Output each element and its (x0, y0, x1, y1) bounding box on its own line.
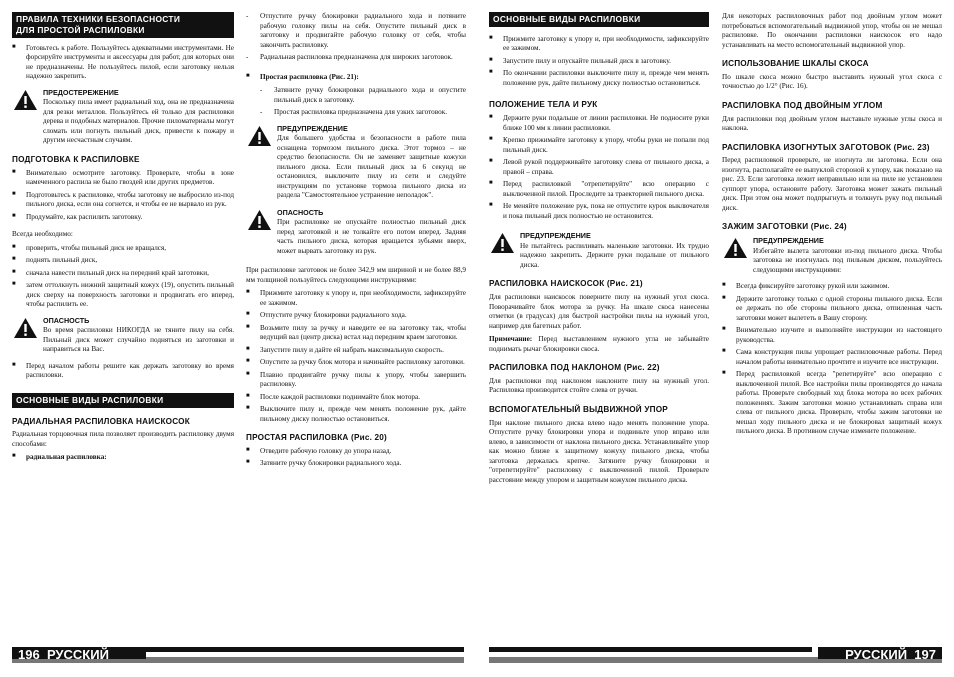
intro-list (12, 44, 234, 82)
list-item: - Простая распиловка предназначена для узких заготовок. (260, 108, 466, 118)
limits-list (246, 289, 466, 424)
list-item: ■ Опустите за ручку блок мотора и начинайте распиловку заготовки. (246, 358, 466, 368)
prep-list (12, 169, 234, 223)
list-item: ■ Готовьтесь к работе. Пользуйтесь адекватными инструментами. Не форсируйте инструменты и аксессуары для работ, для которых они не предназначены. Не пользуйтесь пилой, если заготовку нельзя надежно закрепить. (12, 44, 234, 82)
prep-heading: ПОДГОТОВКА К РАСПИЛОВКЕ (12, 154, 140, 164)
list-item: - Радиальная распиловка предназначена для широких заготовок. (246, 53, 466, 63)
radial-text: Радиальная торцовочная пила позволяет производить распиловку двумя способами: (12, 430, 234, 448)
list-item: - Отпустите ручку блокировки радиального хода и потяните рабочую головку пилы на себя. Опустите пильный диск в заготовку и продвигайте рабочую головку от себя, чтобы закончить распиловку. (246, 12, 466, 50)
warning-title: ПРЕДУПРЕЖДЕНИЕ (520, 231, 591, 241)
bent-text: Перед распиловкой проверьте, не изогнута ли заготовка. Если она изогнута, располагайте ее выпуклой стороной к упору, как показано на рис. 23. Если заготовка лежит неправильно или на пиле не установлен суппорт упора, остановите работу. Заготовка может зажать пильный диск. При этом она может подпрыгнуть и толкнуть руку под пильный диск. (722, 156, 942, 212)
list-item: ■ Внимательно осмотрите заготовку. Проверьте, чтобы в зоне намеченного распила не было гвоздей или других предметов. (12, 169, 234, 188)
warning-block (489, 231, 709, 270)
danger-block (12, 316, 234, 355)
before-list (12, 362, 234, 381)
list-item: ■ Простая распиловка (Рис. 21): (246, 73, 466, 83)
warning-text: Избегайте вылета заготовки из-под пильного диска. Чтобы заготовка не изогнулась под пильным диском, пользуйтесь следующими инструкциями: (753, 246, 942, 274)
miter-text: Для распиловки наискосок поверните пилу на нужный угол скоса. Поворачивайте блок мотора за ручку. На шкале скоса нанесены отметки (в градусах) для быстрой настройки пилы на нужный угол, например для багетных работ. (489, 293, 709, 330)
list-item: ■ Перед распиловкой всегда "репетируйте" всю операцию с выключенной пилой. Все настройки пилы производятся до начала работы. Проверьте свободный ход блока мотора во всех рабочих положениях. Зажим заготовки можно устанавливать справа или слева от пильного диска. Проверьте, чтобы зажим заготовки не мешал ходу пильного диска и не блокировал защитный кожух пильного диска. В противном случае измените положение. (722, 370, 942, 437)
warning-triangle-icon (491, 233, 514, 253)
list-item: - Затяните ручку блокировки радиального хода и опустите пильный диск в заготовку. (260, 86, 466, 105)
left-column-2 (246, 12, 466, 473)
list-item: ■ После каждой распиловки поднимайте блок мотора. (246, 393, 466, 403)
list-item: ■ Левой рукой поддерживайте заготовку слева от пильного диска, а правой – справа. (489, 158, 709, 177)
list-item: ■ Запустите пилу и дайте ей набрать максимальную скорость. (246, 346, 466, 356)
safety-title-line1: ПРАВИЛА ТЕХНИКИ БЕЗОПАСНОСТИ (16, 14, 181, 24)
danger-text: Во время распиловки НИКОГДА не тяните пилу на себя. Пильный диск может случайно подняться из заготовки и направиться на Вас. (43, 326, 234, 354)
list-item: ■ Отпустите ручку блокировки радиального хода. (246, 311, 466, 321)
list-item: ■ Прижмите заготовку к упору и, при необходимости, зафиксируйте ее зажимом. (246, 289, 466, 308)
right-column-1 (489, 12, 709, 489)
language-label: РУССКИЙ (845, 647, 908, 662)
list-item: ■ Продумайте, как распилить заготовку. (12, 213, 234, 223)
radial-heading: РАДИАЛЬНАЯ РАСПИЛОВКА НАИСКОСОК (12, 416, 190, 426)
always-needed-text: Всегда необходимо: (12, 230, 73, 239)
list-item: ■ Выключите пилу и, прежде чем менять положение рук, дайте пильному диску полностью остановиться. (246, 405, 466, 424)
danger-title: ОПАСНОСТЬ (43, 315, 90, 325)
list-item: ■ Сама конструкция пилы упрощает распиловочные работы. Перед началом работы внимательно прочтите и изучите все инструкции. (722, 348, 942, 367)
danger-text: При распиловке не опускайте полностью пильный диск перед заготовкой и не толкайте его потом вперед. Задняя часть пильного диска, которая вращается зубьями вверх, может вырвать заготовку из рук. (277, 218, 466, 255)
top-list (489, 35, 709, 89)
radial-list (12, 453, 234, 463)
list-item: ■ Возьмите пилу за ручку и наведите ее на заготовку так, чтобы ведущий вал (центр диска) встал над передним краем заготовки. (246, 324, 466, 343)
warning-triangle-icon (14, 90, 37, 110)
list-item: ■ Перед распиловкой "отрепетируйте" всю операцию с выключенной пилой. Проследите за траекторией пильного диска. (489, 180, 709, 199)
warning-block (246, 124, 466, 201)
note-paragraph (489, 335, 709, 354)
warning-block (722, 236, 942, 275)
compound-heading: РАСПИЛОВКА ПОД ДВОЙНЫМ УГЛОМ (722, 100, 883, 110)
right-page-footer (489, 647, 942, 665)
list-item: ■ проверить, чтобы пильный диск не вращался, (12, 244, 234, 254)
list-item: ■ Внимательно изучите и выполняйте инструкции из настоящего руководства. (722, 326, 942, 345)
clamp-heading: ЗАЖИМ ЗАГОТОВКИ (Рис. 24) (722, 222, 847, 232)
body-list (489, 114, 709, 221)
caution-block (12, 88, 234, 146)
bevel-heading: РАСПИЛОВКА ПОД НАКЛОНОМ (Рис. 22) (489, 363, 660, 373)
caution-text: Поскольку пила имеет радиальный ход, она не предназначена для резки металлов. Пользуйтесь ей только для распиловки дерева и подобных материалов. Прочие пиломатериалы могут сломать или погнуть пильный диск, привести к пожару и другим несчастным случаям. (43, 98, 234, 145)
footer-bar (146, 647, 464, 652)
warning-triangle-icon (248, 126, 271, 146)
warning-title: ПРЕДУПРЕЖДЕНИЕ (277, 123, 348, 133)
page-number: 197 (914, 647, 936, 662)
footer-bar (489, 647, 812, 652)
list-item: ■ радиальная распиловка: (12, 453, 234, 463)
aux-fence-text: При наклоне пильного диска влево надо менять положение упора. Отпустите ручку блокировки упора и подвиньте упор вправо или влево, в зависимости от наклона пильного диска. Устанавливайте упор как можно ближе к защитному кожуху пильного диска, чтобы заготовка держалась крепче. Затяните ручку блокировки и "отрепетируйте" распиловку с выключенной пилой. Проверьте расстояние между упором и защитным кожухом пильного диска. (489, 418, 709, 484)
simple-heading: ПРОСТАЯ РАСПИЛОВКА (Рис. 20) (246, 433, 387, 442)
list-item: ■ Держите руки подальше от линии распиловки. Не подносите руки ближе 100 мм к линии распиловки. (489, 114, 709, 133)
page-number: 196 (18, 647, 40, 662)
scale-heading: ИСПОЛЬЗОВАНИЕ ШКАЛЫ СКОСА (722, 59, 869, 68)
simple-label-list (246, 73, 466, 83)
radial-steps-list (246, 12, 466, 63)
list-item: ■ Запустите пилу и опускайте пильный диск в заготовку. (489, 57, 709, 67)
top-text: Для некоторых распиловочных работ под двойным углом может потребоваться вспомогательный выдвижной упор, чтобы он не мешал распиловке. По окончании распиловки наискосок его надо устанавливать на место вспомогательный выдвижной упор. (722, 12, 942, 49)
miter-heading: РАСПИЛОВКА НАИСКОСОК (Рис. 21) (489, 279, 643, 289)
list-item: ■ Всегда фиксируйте заготовку рукой или зажимом. (722, 282, 942, 292)
warning-triangle-icon (724, 238, 747, 258)
limits-text: При распиловке заготовок не более 342,9 мм шириной и не более 88,9 мм толщиной пользуйтесь следующими инструкциями: (246, 266, 466, 284)
safety-title-line2: ДЛЯ ПРОСТОЙ РАСПИЛОВКИ (16, 24, 145, 35)
compound-text: Для распиловки под двойным углом выставьте нужные углы скоса и наклона. (722, 114, 942, 133)
list-item: ■ Отведите рабочую головку до упора назад. (246, 447, 466, 457)
danger-block (246, 208, 466, 257)
warning-text: Не пытайтесь распиливать маленькие заготовки. Их трудно надежно закрепить. Держите руки подальше от пильного диска. (520, 241, 709, 269)
language-label: РУССКИЙ (46, 647, 109, 662)
note-label: Примечание: (489, 335, 533, 344)
list-item: ■ затем оттолкнуть нижний защитный кожух (19), опустить пильный диск сверху на поверхность заготовки и продвигать его вперед, чтобы распилить ее. (12, 281, 234, 310)
caution-title: ПРЕДОСТЕРЕЖЕНИЕ (43, 87, 119, 97)
list-item: ■ Держите заготовку только с одной стороны пильного диска. Если ее держать по обе стороны пильного диска, отпиленная часть заготовки может вылететь в Вашу сторону. (722, 295, 942, 324)
left-column-1 (12, 12, 234, 467)
list-item: ■ Подготовьтесь к распиловке, чтобы заготовку не выбросило из-под пильного диска, если она согнется, и чтобы ее не вырвало из рук. (12, 191, 234, 210)
left-page-footer (12, 647, 464, 665)
list-item: ■ сначала навести пильный диск на передний край заготовки, (12, 269, 234, 279)
list-item: ■ Прижмите заготовку к упору и, при необходимости, зафиксируйте ее зажимом. (489, 35, 709, 54)
clamp-list (722, 282, 942, 437)
bevel-text: Для распиловки под наклоном наклоните пилу на нужный угол. Распиловка производится стойте слева от ручки. (489, 376, 709, 395)
scale-text: По шкале скоса можно быстро выставить нужный угол скоса с точностью до 1/2° (Рис. 16). (722, 72, 942, 91)
types-bar: ОСНОВНЫЕ ВИДЫ РАСПИЛОВКИ (489, 12, 709, 27)
safety-title-bar (12, 12, 234, 38)
warning-title: ПРЕДУПРЕЖДЕНИЕ (753, 236, 824, 246)
footer-label (818, 647, 942, 662)
simple-steps-list (246, 86, 466, 118)
footer-label (12, 647, 146, 662)
list-item: ■ Крепко прижимайте заготовку к упору, чтобы руки не попали под пильный диск. (489, 136, 709, 155)
right-column-2 (722, 12, 942, 441)
list-item: ■ Не меняйте положение рук, пока не отпустите курок выключателя и пока пильный диск полностью не остановится. (489, 202, 709, 221)
list-item: ■ По окончании распиловки выключите пилу и, прежде чем менять положение рук, дайте пильному диску полностью остановиться. (489, 69, 709, 88)
danger-title: ОПАСНОСТЬ (277, 207, 324, 217)
aux-fence-heading: ВСПОМОГАТЕЛЬНЫЙ ВЫДВИЖНОЙ УПОР (489, 404, 668, 414)
always-list (12, 244, 234, 310)
note-text: Перед выставлением нужного угла не забывайте поднимать рычаг блокировки скоса. (489, 335, 709, 353)
warning-triangle-icon (14, 318, 37, 338)
list-item: ■ Затяните ручку блокировки радиального хода. (246, 459, 466, 469)
list-item: ■ Перед началом работы решите как держать заготовку во время распиловки. (12, 362, 234, 381)
warning-text: Для большего удобства и безопасности в работе пила оснащена тормозом пильного диска. Этот тормоз – не средство безопасности. Он не заменяет защитные кожухи пильного диска. Если пильный диск за 6 секунд не остановился, выключите пилу из сети и следуйте инструкциям по установке тормоза пильного диска из раздела "Самостоятельное устранение неполадок". (277, 134, 466, 199)
list-item: ■ Плавно продвигайте ручку пилы к упору, чтобы завершить распиловку. (246, 371, 466, 390)
warning-triangle-icon (248, 210, 271, 230)
body-heading: ПОЛОЖЕНИЕ ТЕЛА И РУК (489, 100, 598, 110)
types-bar: ОСНОВНЫЕ ВИДЫ РАСПИЛОВКИ (12, 393, 234, 408)
list-item: ■ поднять пильный диск, (12, 256, 234, 266)
bent-heading: РАСПИЛОВКА ИЗОГНУТЫХ ЗАГОТОВОК (Рис. 23) (722, 142, 930, 152)
simple-list (246, 447, 466, 469)
